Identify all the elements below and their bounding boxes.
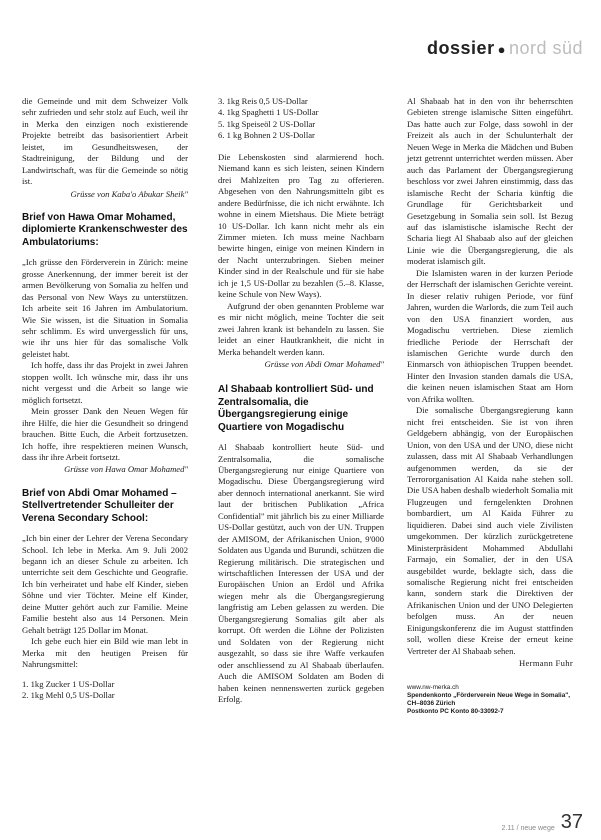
paragraph: Aufgrund der oben genannten Probleme war es mir nicht möglich, meine Tochter die seit zwei Jahren krank ist behandeln zu lassen. Sie leidet an einer Hautkrankheit, die nicht in Merka behandelt werden kann. xyxy=(218,300,384,357)
paragraph: Al Shabaab kontrolliert heute Süd- und Zentralsomalia, die somalische Übergangsregierung nur einige Quartiere von Mogadischu. Diese Übergangsregierung wird aber dennoch international anerkannt. Sie wird laut der britischen Publikation „Africa Confidential" mit jährlich bis zu einer Milliarde US-Dollar gestützt, auch von der UN. Truppen der AMISOM, der Afrikanischen Union, 9'000 Soldaten aus Uganda und Burundi, schützen die Regierung militärisch. Die strategischen und wirtschaftlichen Interessen der USA und der Europäischen Union an Erdöl und Afrika wiegen mehr als die Übergangsregierung langfristig am Leben gelassen zu werden. Die Übergangsregierung Somalias gilt aber als korrupt. Oft werden die Löhne der Polizisten und Soldaten von der Regierung nicht ausgezahlt, so dass sie ihre Waffe verkaufen oder anschliessend zu Al Shabaab überlaufen. Auch die AMISOM Soldaten am Boden di haben keinen nennenswerten zurück gegeben Erfolg. xyxy=(218,442,384,705)
signature: Grüsse von Abdi Omar Mohamed" xyxy=(264,358,384,369)
list-item: 5. 1kg Speiseöl 2 US-Dollar xyxy=(218,118,316,129)
subsection-title: nord süd xyxy=(508,38,583,58)
list-item: 4. 1kg Spaghetti 1 US-Dollar xyxy=(218,107,319,118)
section-title: dossier xyxy=(427,38,495,58)
contact-info xyxy=(407,684,573,717)
list-item: 2. 1kg Mehl 0,5 US-Dollar xyxy=(22,690,115,701)
signature: Grüsse von Hawa Omar Mohamed" xyxy=(64,464,188,475)
page-number: 37 xyxy=(560,811,583,833)
section-heading: Al Shabaab kontrolliert Süd- und Zentralsomalia, die Übergangsregierung einige Quartiere von Mogadischu xyxy=(218,384,374,433)
list-item: 6. 1 kg Bohnen 2 US-Dollar xyxy=(218,130,315,141)
separator-dot: ● xyxy=(497,41,506,57)
donation-label: Spendenkonto „Förderverein Neue Wege in Somalia", CH–8036 Zürich xyxy=(407,691,571,708)
price-list xyxy=(218,96,384,142)
column-2 xyxy=(218,96,384,705)
issue-label: 2.11 / neue wege xyxy=(501,825,555,832)
paragraph: Ich hoffe, dass ihr das Projekt in zwei Jahren stoppen wollt. Ich wünsche mir, dass ihr uns nicht vergesst und die Arbeit so lange wie möglich fortsetzt. xyxy=(22,360,188,405)
paragraph: Mein grosser Dank den Neuen Wegen für ihre Hilfe, die hier die Gesundheit so dringend brauchen. Bitte Euch, die Arbeit fortzusetzen. Ich hoffe, ihre respektieren meinen Wunsch, dass ihr ihre Arbeit fortsetzt. xyxy=(22,406,188,462)
price-list xyxy=(22,679,188,702)
paragraph: Die somalische Übergangsregierung kann nicht frei entscheiden. Sie ist von ihren Geldgebern abhängig, von der Europäischen Union, von den USA und der UNO, diese nicht zulassen, dass mit Al Shabaab Verhandlungen aufgenommen werden, da sie der Terrororganisation Al Kaida nahe stehen soll. Die USA haben deshalb wiederholt Somalia mit Flugzeugen und ferngelenkten Drohnen bombardiert, um Al Kaida Führer zu liquidieren. Dabei sind auch viele Zivilisten umgekommen. Der kürzlich zurückgetretene Ministerpräsident Mohammed Abdullahi Farmajo, ein Somalier, der in den USA ausgebildet wurde, beklagte sich, dass die somalische Regierung nicht frei entscheiden kann, sondern stark die Direktiven der Afrikanischen Union und der UNO Delegierten befolgen muss. An der neuen Einigungskonferenz die im August stattfinden soll, wollen diese Kreise der erneut keine Vertreter der Al Shabaab sehen. xyxy=(407,405,573,656)
page-footer xyxy=(502,812,583,832)
paragraph: Ich gebe euch hier ein Bild wie man lebt in Merka mit den heutigen Preisen für Nahrungsmittel: xyxy=(22,636,188,670)
paragraph: „Ich bin einer der Lehrer der Verena Secondary School. Ich lebe in Merka. Am 9. Juli 2002 begann ich an dieser Schule zu arbeiten. Ich unterrichte seit dem Geschichte und Geografie. Ich bin verheiratet und habe elf Kinder, sieben Söhne und vier Töchter. Meine elf Kinder, deine Mutter gehört auch zur Familie. Meine Familie besteht also aus 14 Personen. Mein Gehalt beträgt 125 Dollar im Monat. xyxy=(22,533,188,635)
letter-heading: Brief von Abdi Omar Mohamed – Stellvertretender Schulleiter der Verena Secondary School: xyxy=(22,487,177,524)
paragraph: Die Lebenskosten sind alarmierend hoch. Niemand kann es sich leisten, seinen Kindern drei Mahlzeiten pro Tag zu offerieren. Abgesehen von den Nahrungsmitteln gibt es andere Bedürfnisse, die ich nicht erwähnte. Ich wohne in einem Mietshaus. Die Miete beträgt 10 US-Dollar. Ich kann nicht mehr als ein Zimmer mieten. Ich muss meine Nachbarn bewirte hingen, einige von meinen Kindern in der Nacht unterzubringen. Sieben meiner Kinder sind in der Realschule und für sie habe ich je 1,5 US-Dollar zu bezahlen (5.–8. Klasse, keine Schule von New Ways). xyxy=(218,151,384,300)
account-number: Postkonto PC Konto 80-33092-7 xyxy=(407,708,504,716)
column-3 xyxy=(407,96,573,716)
paragraph: die Gemeinde und mit dem Schweizer Volk sehr zufrieden und sehr stolz auf Euch, weil ihr in Merka den einzigen noch existierende Projekte betreibt das basisorientiert Arbeit leistet, im Gesundheitswesen, der Stadtreinigung, der Bildung und der Landwirtschaft, was für die Gemeinde so nötig ist. xyxy=(22,96,188,187)
column-1 xyxy=(22,96,188,701)
list-item: 3. 1kg Reis 0,5 US-Dollar xyxy=(218,96,308,106)
letter-heading: Brief von Hawa Omar Mohamed, diplomierte Krankenschwester des Ambulatoriums: xyxy=(22,212,188,248)
paragraph: Al Shabaab hat in den von ihr beherrschten Gebieten strenge islamische Sitten eingeführt. Das hatte auch zur Folge, dass sowohl in der Freizeit als auch in der Schulunterhalt der Neuen Wege in Merka die Mädchen und Buben jetzt getrennt unterrichtet werden müssen. Aber auch das Parlament der Übergangsregierung beschloss vor zwei Jahren einstimmig, dass das islamische Recht der Scharia künftig die Grundlage für Gerichtsbarkeit und Gesetzgebung in Somalia sein soll. Ist Bezug auf das islamistische islamische Recht der Scharia liegt Al Shabaab also auf der gleichen Linie wie die Übergangsregierung, die als moderat islamisch gilt. xyxy=(407,96,573,267)
signature: Grüsse von Kaba'o Abukar Sheik" xyxy=(70,188,188,199)
author-name: Hermann Fuhr xyxy=(519,658,573,669)
paragraph: Die Islamisten waren in der kurzen Periode der Herrschaft der islamischen Gerichte vereint. In dieser relativ ruhigen Periode, vor fünf Jahren, wurden die Warlords, die zum Teil auch von den USA finanziert worden, aus Mogadischu vertrieben. Diese ziemlich friedliche Periode der Herrschaft der islamischen Gerichte wurde durch den Einmarsch von äthiopischen Truppen beendet. Hinter den Invasion standen damals die USA, die keinen neuen islamischen Staat am Horn von Afrika wollten. xyxy=(407,267,573,404)
paragraph: „Ich grüsse den Förderverein in Zürich: meine grosse Anerkennung, der immer bereit ist der armen Bevölkerung von Somalia zu helfen und das Personal von New Ways zu unterstützen. Ich arbeite seit 16 Jahren im Ambulatorium. Wie Sie wissen, ist die Situation in Somalia sehr schlimm. Es wird unvergesslich für uns, wie ihr uns hier für das somalische Volk geleistet habt. xyxy=(22,257,188,359)
website-link[interactable]: www.nw-merka.ch xyxy=(407,683,459,691)
list-item: 1. 1kg Zucker 1 US-Dollar xyxy=(22,678,115,689)
page-header xyxy=(427,38,583,59)
